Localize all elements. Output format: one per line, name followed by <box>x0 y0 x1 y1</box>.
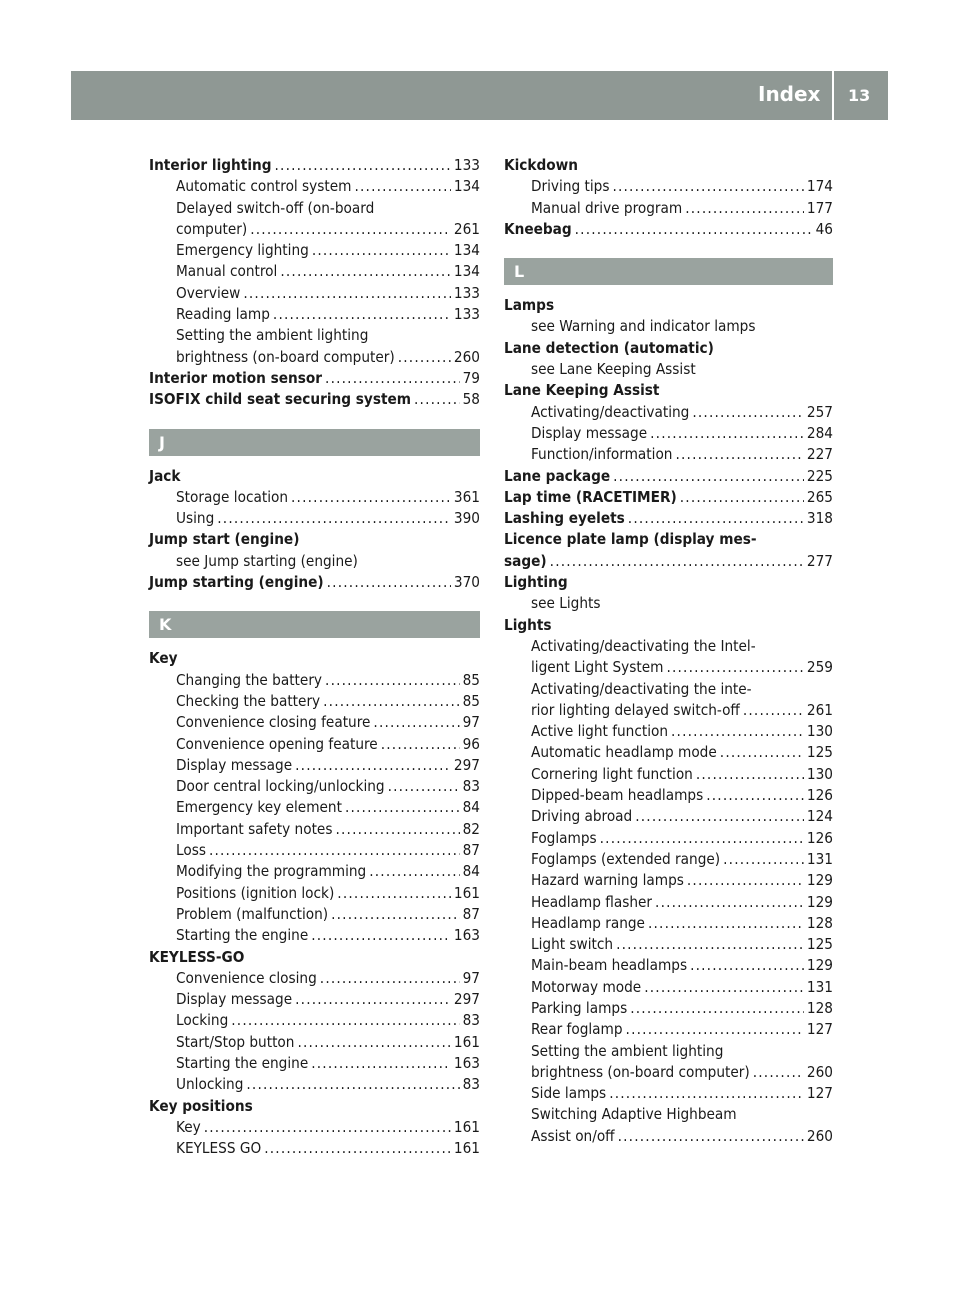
index-subentry[interactable] <box>504 977 833 998</box>
page-ref[interactable]: 133 <box>453 283 480 302</box>
entry-text: Activating/deactivating <box>531 402 690 421</box>
index-subentry[interactable] <box>149 176 480 197</box>
page-ref[interactable]: 134 <box>453 241 480 260</box>
dot-leader <box>337 883 451 904</box>
index-subentry[interactable] <box>149 797 480 818</box>
page-ref[interactable]: 361 <box>453 487 480 506</box>
page-ref[interactable]: 83 <box>462 777 480 796</box>
index-subentry[interactable] <box>149 240 480 261</box>
index-entry[interactable] <box>504 219 833 240</box>
entry-text: ISOFIX child seat securing system <box>149 390 412 409</box>
entry-text: Overview <box>176 283 241 302</box>
entry-text: Interior motion sensor <box>149 368 323 387</box>
entry-text: Rear foglamp <box>531 1020 623 1039</box>
dot-leader <box>243 283 451 304</box>
index-subentry[interactable] <box>149 1010 480 1031</box>
page-ref[interactable]: 126 <box>806 786 833 805</box>
dot-leader <box>671 721 804 742</box>
page-ref[interactable]: 82 <box>462 819 480 838</box>
page-ref[interactable]: 127 <box>806 1084 833 1103</box>
index-subentry[interactable] <box>149 968 480 989</box>
entry-text: Unlocking <box>176 1075 244 1094</box>
index-entry: Key <box>149 649 178 668</box>
entry-text: Checking the battery <box>176 691 321 710</box>
index-subentry: see Lane Keeping Assist <box>531 360 696 379</box>
entry-text: Automatic control system <box>176 177 352 196</box>
index-subentry[interactable] <box>149 755 480 776</box>
page-ref[interactable]: 128 <box>806 998 833 1017</box>
entry-text: Positions (ignition lock) <box>176 883 335 902</box>
entry-text: Headlamp flasher <box>531 892 653 911</box>
index-subentry[interactable] <box>149 819 480 840</box>
dot-leader <box>291 487 451 508</box>
header-divider <box>832 71 834 120</box>
index-subentry[interactable] <box>149 347 480 368</box>
index-subentry[interactable] <box>504 870 833 891</box>
entry-text: Driving abroad <box>531 807 633 826</box>
page-ref[interactable]: 85 <box>462 670 480 689</box>
entry-text: Emergency key element <box>176 798 342 817</box>
index-subentry[interactable] <box>504 657 833 678</box>
entry-text: Lap time (RACETIMER) <box>504 487 677 506</box>
dot-leader <box>609 1083 804 1104</box>
entry-text: Start/Stop button <box>176 1032 295 1051</box>
page-ref[interactable]: 161 <box>453 1117 480 1136</box>
index-subentry[interactable] <box>504 913 833 934</box>
index-entry: KEYLESS-GO <box>149 947 245 966</box>
entry-text: Locking <box>176 1011 229 1030</box>
index-subentry[interactable] <box>149 1032 480 1053</box>
dot-leader <box>655 892 804 913</box>
index-subentry[interactable] <box>149 1117 480 1138</box>
index-subentry: Activating/deactivating the inte- <box>531 679 752 698</box>
page-ref[interactable]: 83 <box>462 1075 480 1094</box>
entry-text: Using <box>176 509 215 528</box>
page-ref[interactable]: 161 <box>453 1139 480 1158</box>
index-subentry[interactable] <box>149 283 480 304</box>
dot-leader <box>575 219 813 240</box>
index-entry[interactable] <box>504 551 833 572</box>
entry-text: Storage location <box>176 487 289 506</box>
entry-text: Emergency lighting <box>176 241 309 260</box>
index-subentry[interactable] <box>504 849 833 870</box>
index-subentry[interactable] <box>149 734 480 755</box>
dot-leader <box>398 347 451 368</box>
index-subentry[interactable] <box>504 1019 833 1040</box>
page-ref[interactable]: 79 <box>462 368 480 387</box>
entry-text: Interior lighting <box>149 156 272 174</box>
dot-leader <box>327 572 451 593</box>
index-subentry[interactable] <box>149 304 480 325</box>
page-ref[interactable]: 297 <box>453 990 480 1009</box>
dot-leader <box>345 797 460 818</box>
dot-leader <box>369 861 459 882</box>
index-subentry[interactable] <box>504 828 833 849</box>
entry-text: Manual control <box>176 262 278 281</box>
index-entry: Lamps <box>504 296 555 315</box>
page-ref[interactable]: 124 <box>806 807 833 826</box>
index-entry[interactable] <box>149 572 480 593</box>
entry-text: rior lighting delayed switch-off <box>531 700 740 719</box>
page-ref[interactable]: 177 <box>806 198 833 217</box>
index-subentry[interactable] <box>504 423 833 444</box>
entry-text: Convenience closing <box>176 968 317 987</box>
dot-leader <box>618 1126 804 1147</box>
dot-leader <box>246 1074 459 1095</box>
entry-text: Headlamp range <box>531 913 645 932</box>
page-ref[interactable]: 131 <box>806 849 833 868</box>
page-ref[interactable]: 85 <box>462 691 480 710</box>
dot-leader <box>311 925 451 946</box>
entry-text: brightness (on-board computer) <box>531 1062 750 1081</box>
dot-leader <box>600 828 804 849</box>
dot-leader <box>612 176 803 197</box>
index-subentry[interactable] <box>149 989 480 1010</box>
index-subentry[interactable] <box>504 764 833 785</box>
dot-leader <box>388 776 460 797</box>
index-entry: Jump start (engine) <box>149 530 300 549</box>
dot-leader <box>250 219 451 240</box>
dot-leader <box>692 402 804 423</box>
page-ref[interactable]: 227 <box>806 445 833 464</box>
index-subentry[interactable] <box>149 925 480 946</box>
page-ref[interactable]: 130 <box>806 764 833 783</box>
entry-text: brightness (on-board computer) <box>176 347 395 366</box>
dot-leader <box>209 840 460 861</box>
page-ref[interactable]: 84 <box>462 798 480 817</box>
dot-leader <box>295 989 451 1010</box>
page-ref[interactable]: 390 <box>453 509 480 528</box>
page-ref[interactable]: 84 <box>462 862 480 881</box>
letter-heading: J <box>149 429 480 456</box>
entry-text: Door central locking/unlocking <box>176 777 385 796</box>
entry-text: Reading lamp <box>176 305 270 324</box>
index-subentry[interactable] <box>504 934 833 955</box>
letter-heading: L <box>504 258 833 285</box>
dot-leader <box>373 712 459 733</box>
index-entry: Lane detection (automatic) <box>504 338 714 357</box>
page-ref[interactable]: 129 <box>806 892 833 911</box>
entry-text: Foglamps (extended range) <box>531 849 721 868</box>
dot-leader <box>680 487 804 508</box>
entry-text: Manual drive program <box>531 198 683 217</box>
index-subentry[interactable] <box>149 1138 480 1159</box>
dot-leader <box>335 819 459 840</box>
page-ref[interactable]: 87 <box>462 904 480 923</box>
index-subentry[interactable] <box>149 219 480 240</box>
letter-heading: K <box>149 611 480 638</box>
dot-leader <box>648 913 804 934</box>
index-subentry: see Lights <box>531 594 601 613</box>
dot-leader <box>743 700 804 721</box>
dot-leader <box>231 1010 459 1031</box>
dot-leader <box>666 657 803 678</box>
dot-leader <box>720 742 804 763</box>
entry-text: KEYLESS GO <box>176 1139 262 1158</box>
page-ref[interactable]: 129 <box>806 956 833 975</box>
page-ref[interactable]: 130 <box>806 722 833 741</box>
index-entry: Lane Keeping Assist <box>504 381 660 400</box>
index-subentry[interactable] <box>504 955 833 976</box>
entry-text: Jump starting (engine) <box>149 573 324 592</box>
dot-leader <box>280 261 451 282</box>
page-ref[interactable]: 128 <box>806 913 833 932</box>
index-subentry: Delayed switch-off (on-board <box>176 198 375 217</box>
dot-leader <box>616 934 804 955</box>
page-ref[interactable]: 96 <box>462 734 480 753</box>
page-ref[interactable]: 370 <box>453 573 480 592</box>
dot-leader <box>626 1019 804 1040</box>
page-ref[interactable]: 83 <box>462 1011 480 1030</box>
index-subentry[interactable] <box>149 904 480 925</box>
entry-text: Cornering light function <box>531 764 693 783</box>
page-ref[interactable]: 174 <box>806 177 833 196</box>
index-entry: Key positions <box>149 1096 253 1115</box>
page-ref[interactable]: 133 <box>453 156 480 174</box>
entry-text: ligent Light System <box>531 658 664 677</box>
dot-leader <box>687 870 804 891</box>
dot-leader <box>325 368 460 389</box>
index-subentry: see Jump starting (engine) <box>176 551 358 570</box>
entry-text: Problem (malfunction) <box>176 904 329 923</box>
page-ref[interactable]: 284 <box>806 423 833 442</box>
dot-leader <box>685 198 804 219</box>
entry-text: Starting the engine <box>176 926 309 945</box>
dot-leader <box>635 806 804 827</box>
index-subentry[interactable] <box>504 402 833 423</box>
page-ref[interactable]: 131 <box>806 977 833 996</box>
entry-text: Kneebag <box>504 219 572 238</box>
index-subentry: see Warning and indicator lamps <box>531 317 756 336</box>
page-ref[interactable]: 261 <box>806 700 833 719</box>
entry-text: Starting the engine <box>176 1053 309 1072</box>
entry-text: Changing the battery <box>176 670 323 689</box>
dot-leader <box>414 389 460 410</box>
dot-leader <box>706 785 804 806</box>
entry-text: Display message <box>176 755 293 774</box>
entry-text: Hazard warning lamps <box>531 871 684 890</box>
index-subentry[interactable] <box>149 776 480 797</box>
page-ref[interactable]: 260 <box>806 1126 833 1145</box>
dot-leader <box>696 764 804 785</box>
page-ref[interactable]: 161 <box>453 883 480 902</box>
index-subentry: Setting the ambient lighting <box>176 326 369 345</box>
index-subentry[interactable] <box>504 1083 833 1104</box>
page-ref[interactable]: 163 <box>453 1053 480 1072</box>
index-subentry[interactable] <box>504 198 833 219</box>
index-subentry: Activating/deactivating the Intel- <box>531 636 756 655</box>
index-subentry[interactable] <box>149 487 480 508</box>
index-subentry[interactable] <box>504 1062 833 1083</box>
dot-leader <box>753 1062 804 1083</box>
entry-text: sage) <box>504 551 547 570</box>
page-ref[interactable]: 97 <box>462 713 480 732</box>
page-ref[interactable]: 58 <box>462 390 480 409</box>
dot-leader <box>273 304 451 325</box>
page-ref[interactable]: 129 <box>806 871 833 890</box>
index-subentry[interactable] <box>504 176 833 197</box>
index-subentry[interactable] <box>149 861 480 882</box>
entry-text: Main-beam headlamps <box>531 956 688 975</box>
dot-leader <box>217 508 451 529</box>
index-entry: Lighting <box>504 573 568 592</box>
index-subentry[interactable] <box>149 1074 480 1095</box>
index-entry[interactable] <box>504 487 833 508</box>
dot-leader <box>354 176 450 197</box>
index-subentry[interactable] <box>504 700 833 721</box>
index-subentry: Switching Adaptive Highbeam <box>531 1105 737 1124</box>
index-subentry[interactable] <box>504 721 833 742</box>
index-subentry[interactable] <box>149 883 480 904</box>
entry-text: Parking lamps <box>531 998 628 1017</box>
dot-leader <box>325 670 460 691</box>
index-entry: Licence plate lamp (display mes- <box>504 530 757 549</box>
entry-text: Light switch <box>531 935 614 954</box>
index-subentry[interactable] <box>149 1053 480 1074</box>
index-subentry[interactable] <box>504 806 833 827</box>
index-subentry[interactable] <box>149 508 480 529</box>
dot-leader <box>295 755 451 776</box>
page-ref[interactable]: 134 <box>453 262 480 281</box>
dot-leader <box>690 955 804 976</box>
dot-leader <box>675 444 803 465</box>
page-ref[interactable]: 259 <box>806 658 833 677</box>
index-subentry[interactable] <box>149 261 480 282</box>
index-entry[interactable] <box>149 155 480 176</box>
page-ref[interactable]: 257 <box>806 402 833 421</box>
index-subentry[interactable] <box>504 742 833 763</box>
dot-leader <box>650 423 804 444</box>
entry-text: Active light function <box>531 722 669 741</box>
index-subentry[interactable] <box>504 1126 833 1147</box>
page-ref[interactable]: 163 <box>453 926 480 945</box>
dot-leader <box>297 1032 450 1053</box>
page-ref[interactable]: 260 <box>453 347 480 366</box>
index-entry: Jack <box>149 466 181 485</box>
page-ref[interactable]: 265 <box>806 487 833 506</box>
index-subentry[interactable] <box>149 712 480 733</box>
dot-leader <box>723 849 804 870</box>
page-ref[interactable]: 133 <box>453 305 480 324</box>
index-entry: Lights <box>504 615 552 634</box>
page-number: 13 <box>848 86 871 105</box>
dot-leader <box>323 691 459 712</box>
dot-leader <box>331 904 460 925</box>
index-entry: Kickdown <box>504 156 578 174</box>
page-ref[interactable]: 97 <box>462 968 480 987</box>
index-subentry[interactable] <box>149 670 480 691</box>
entry-text: Automatic headlamp mode <box>531 743 717 762</box>
dot-leader <box>312 240 451 261</box>
dot-leader <box>204 1117 451 1138</box>
index-subentry[interactable] <box>504 444 833 465</box>
dot-leader <box>311 1053 451 1074</box>
page-ref[interactable]: 260 <box>806 1062 833 1081</box>
page-ref[interactable]: 261 <box>453 219 480 238</box>
index-column-right <box>504 155 833 1147</box>
dot-leader <box>550 551 804 572</box>
page-ref[interactable]: 161 <box>453 1032 480 1051</box>
entry-text: Driving tips <box>531 177 610 196</box>
page-ref[interactable]: 134 <box>453 177 480 196</box>
dot-leader <box>320 968 460 989</box>
page-ref[interactable]: 225 <box>806 466 833 485</box>
page-ref[interactable]: 318 <box>806 509 833 528</box>
entry-text: Motorway mode <box>531 977 642 996</box>
page-ref[interactable]: 126 <box>806 828 833 847</box>
index-entry[interactable] <box>504 508 833 529</box>
dot-leader <box>381 734 460 755</box>
index-subentry[interactable] <box>504 892 833 913</box>
dot-leader <box>264 1138 451 1159</box>
index-subentry[interactable] <box>504 998 833 1019</box>
entry-text: Modifying the programming <box>176 862 367 881</box>
dot-leader <box>275 155 451 176</box>
entry-text: Lashing eyelets <box>504 509 625 528</box>
dot-leader <box>613 466 804 487</box>
dot-leader <box>628 508 804 529</box>
page-ref[interactable]: 46 <box>815 219 833 238</box>
entry-text: Important safety notes <box>176 819 333 838</box>
entry-text: computer) <box>176 219 248 238</box>
index-subentry[interactable] <box>149 691 480 712</box>
dot-leader <box>644 977 804 998</box>
entry-text: Display message <box>176 990 293 1009</box>
page-ref[interactable]: 87 <box>462 841 480 860</box>
section-title: Index <box>758 82 821 106</box>
index-entry[interactable] <box>504 466 833 487</box>
index-subentry: Setting the ambient lighting <box>531 1041 724 1060</box>
page-ref[interactable]: 127 <box>806 1020 833 1039</box>
index-entry[interactable] <box>149 368 480 389</box>
index-entry[interactable] <box>149 389 480 410</box>
entry-text: Key <box>176 1117 201 1136</box>
index-subentry[interactable] <box>504 785 833 806</box>
dot-leader <box>630 998 804 1019</box>
entry-text: Side lamps <box>531 1084 607 1103</box>
index-subentry[interactable] <box>149 840 480 861</box>
entry-text: Dipped-beam headlamps <box>531 786 704 805</box>
entry-text: Convenience closing feature <box>176 713 371 732</box>
entry-text: Function/information <box>531 445 673 464</box>
entry-text: Assist on/off <box>531 1126 615 1145</box>
page-ref[interactable]: 125 <box>806 935 833 954</box>
page-ref[interactable]: 297 <box>453 755 480 774</box>
entry-text: Convenience opening feature <box>176 734 378 753</box>
index-column-left <box>149 155 480 1159</box>
entry-text: Display message <box>531 423 648 442</box>
entry-text: Lane package <box>504 466 611 485</box>
entry-text: Loss <box>176 841 206 860</box>
page-ref[interactable]: 277 <box>806 551 833 570</box>
entry-text: Foglamps <box>531 828 597 847</box>
page-ref[interactable]: 125 <box>806 743 833 762</box>
